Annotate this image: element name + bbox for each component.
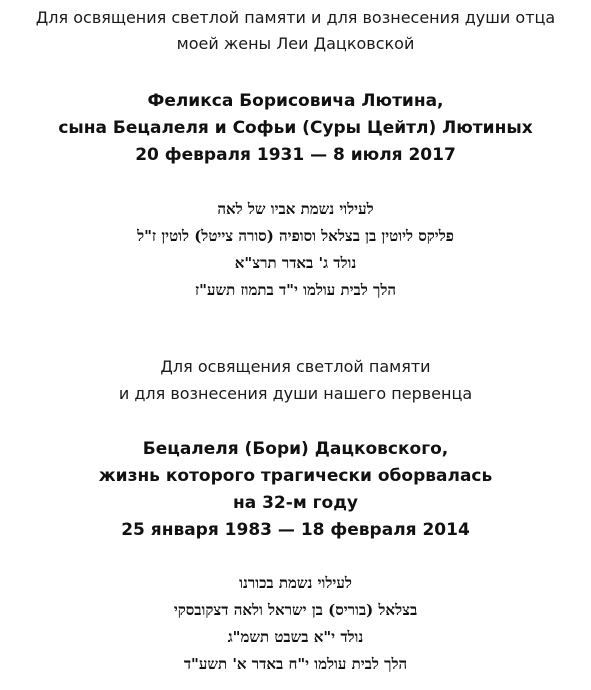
son-dates: 25 января 1983 — 18 февраля 2014 bbox=[121, 520, 470, 540]
hebrew-line-3: נולד ג' באדר תרצ"א bbox=[234, 254, 357, 272]
hebrew-line-1: לעילוי נשמת אביו של לאה bbox=[217, 200, 374, 218]
hebrew-line-4: הלך לבית עולמו י"ד בתמוז תשע"ז bbox=[194, 281, 397, 299]
hebrew-line-2: פליקס ליוטין בן בצלאל וסופיה (סורה צייטל) לוטין ז"ל bbox=[137, 227, 454, 245]
dedication-intro-line-1: Для освящения светлой памяти bbox=[160, 357, 431, 376]
dedication-intro-line-2: и для вознесения души нашего первенца bbox=[118, 384, 473, 403]
father-dates: 20 февраля 1931 — 8 июля 2017 bbox=[135, 145, 456, 165]
hebrew-line-4: הלך לבית עולמו י"ח באדר א' תשע"ד bbox=[183, 655, 408, 673]
son-age: на 32-м году bbox=[232, 493, 359, 513]
father-parents: сына Бецалеля и Софьи (Суры Цейтл) Лютиных bbox=[58, 118, 533, 138]
son-name: Бецалеля (Бори) Дацковского, bbox=[142, 439, 449, 459]
son-description: жизнь которого трагически оборвалась bbox=[98, 466, 493, 486]
hebrew-line-2: בצלאל (בוריס) בן ישראל ולאה דצקובסקי bbox=[173, 601, 418, 619]
hebrew-line-3: נולד י"א בשבט תשמ"ג bbox=[227, 628, 364, 646]
dedication-intro-line-1: Для освящения светлой памяти и для вознесения души отца bbox=[35, 8, 556, 27]
dedication-intro-line-2: моей жены Леи Дацковской bbox=[176, 34, 415, 53]
hebrew-line-1: לעילוי נשמת בכורנו bbox=[239, 574, 352, 592]
father-name: Феликса Борисовича Лютина, bbox=[147, 91, 444, 111]
